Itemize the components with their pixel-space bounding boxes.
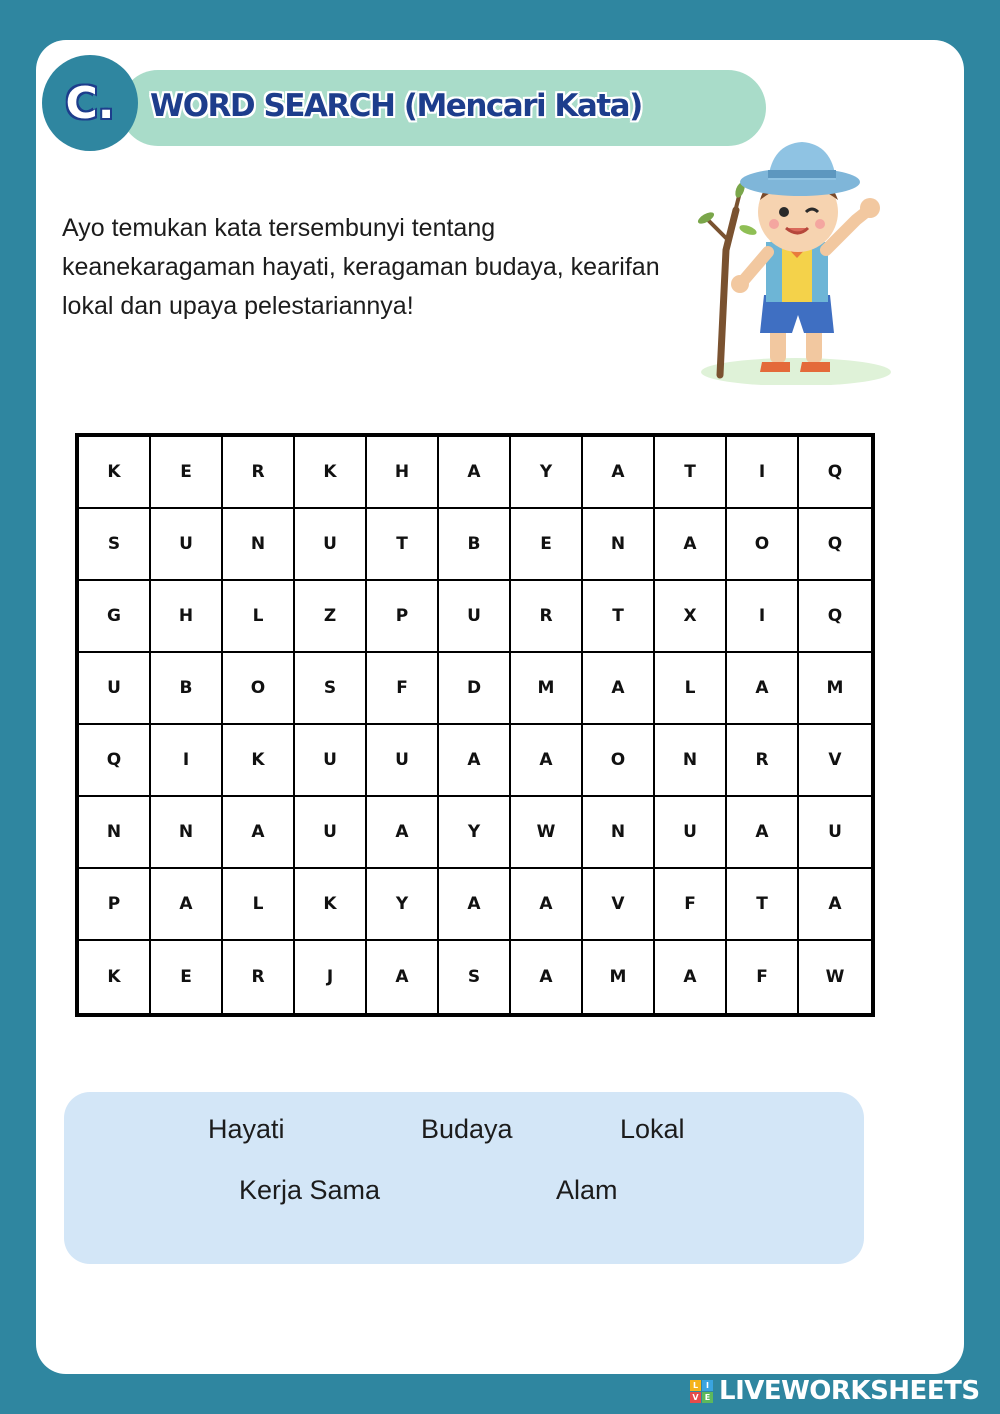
section-badge bbox=[42, 55, 138, 151]
grid-cell[interactable]: R bbox=[727, 725, 799, 797]
grid-cell[interactable]: B bbox=[439, 509, 511, 581]
logo-letter: E bbox=[702, 1392, 713, 1403]
grid-cell[interactable]: N bbox=[583, 509, 655, 581]
grid-cell[interactable]: R bbox=[223, 437, 295, 509]
grid-cell[interactable]: N bbox=[151, 797, 223, 869]
grid-cell[interactable]: K bbox=[295, 869, 367, 941]
word-search-grid bbox=[75, 433, 875, 1017]
grid-cell[interactable]: K bbox=[79, 941, 151, 1013]
grid-cell[interactable]: F bbox=[367, 653, 439, 725]
grid-cell[interactable]: Y bbox=[511, 437, 583, 509]
grid-cell[interactable]: Z bbox=[295, 581, 367, 653]
grid-cell[interactable]: M bbox=[511, 653, 583, 725]
grid-cell[interactable]: A bbox=[583, 653, 655, 725]
grid-cell[interactable]: W bbox=[825, 967, 845, 987]
logo-letter: L bbox=[690, 1380, 701, 1391]
grid-cell[interactable]: H bbox=[367, 437, 439, 509]
grid-cell[interactable]: K bbox=[295, 437, 367, 509]
grid-cell[interactable]: W bbox=[511, 797, 583, 869]
grid-cell[interactable]: Q bbox=[79, 725, 151, 797]
grid-cell[interactable]: X bbox=[655, 581, 727, 653]
grid-cell[interactable]: R bbox=[511, 581, 583, 653]
word-bank-item: Lokal bbox=[620, 1114, 685, 1144]
grid-cell[interactable]: T bbox=[727, 869, 799, 941]
word-bank-item: Hayati bbox=[208, 1114, 285, 1144]
liveworksheets-brand: LIVEWORKSHEETS bbox=[719, 1376, 980, 1406]
grid-cell[interactable]: E bbox=[151, 941, 223, 1013]
grid-cell[interactable]: U bbox=[367, 725, 439, 797]
grid-cell[interactable]: A bbox=[727, 653, 799, 725]
word-bank bbox=[64, 1092, 864, 1264]
grid-cell[interactable]: A bbox=[655, 509, 727, 581]
grid-cell[interactable]: U bbox=[295, 725, 367, 797]
grid-cell[interactable]: S bbox=[295, 653, 367, 725]
logo-letter: I bbox=[702, 1380, 713, 1391]
explorer-boy-illustration bbox=[678, 100, 908, 385]
grid-cell[interactable]: F bbox=[727, 941, 799, 1013]
grid-cell[interactable]: A bbox=[439, 869, 511, 941]
grid-cell[interactable]: U bbox=[655, 797, 727, 869]
grid-cell[interactable]: F bbox=[655, 869, 727, 941]
grid-cell[interactable]: A bbox=[367, 941, 439, 1013]
grid-cell[interactable]: P bbox=[367, 581, 439, 653]
grid-cell[interactable]: U bbox=[439, 581, 511, 653]
grid-cell[interactable]: Q bbox=[799, 437, 871, 509]
grid-cell[interactable]: S bbox=[79, 509, 151, 581]
grid-cell[interactable]: U bbox=[295, 509, 367, 581]
grid-cell[interactable]: T bbox=[367, 509, 439, 581]
grid-cell[interactable]: Q bbox=[799, 581, 871, 653]
grid-cell[interactable]: K bbox=[223, 725, 295, 797]
liveworksheets-logo-icon bbox=[690, 1380, 713, 1403]
grid-cell[interactable]: T bbox=[583, 581, 655, 653]
grid-cell[interactable]: E bbox=[511, 509, 583, 581]
grid-cell[interactable]: N bbox=[583, 797, 655, 869]
grid-cell[interactable]: A bbox=[727, 797, 799, 869]
grid-cell[interactable]: I bbox=[727, 437, 799, 509]
grid-cell[interactable]: L bbox=[655, 653, 727, 725]
grid-cell[interactable]: A bbox=[367, 797, 439, 869]
grid-cell[interactable]: A bbox=[151, 869, 223, 941]
grid-cell[interactable]: U bbox=[295, 797, 367, 869]
grid-cell[interactable]: Y bbox=[367, 869, 439, 941]
grid-cell[interactable]: A bbox=[511, 725, 583, 797]
grid-cell[interactable]: H bbox=[151, 581, 223, 653]
grid-cell[interactable]: B bbox=[151, 653, 223, 725]
grid-cell[interactable]: L bbox=[223, 869, 295, 941]
grid-cell[interactable]: A bbox=[439, 437, 511, 509]
grid-cell[interactable]: A bbox=[583, 437, 655, 509]
instructions-text: Ayo temukan kata tersembunyi tentang keanekaragaman hayati, keragaman budaya, kearifan lokal dan upaya pelestariannya! bbox=[62, 214, 660, 320]
grid-cell[interactable]: A bbox=[223, 797, 295, 869]
grid-cell[interactable]: A bbox=[799, 869, 871, 941]
grid-cell[interactable]: O bbox=[727, 509, 799, 581]
grid-cell[interactable]: J bbox=[295, 941, 367, 1013]
liveworksheets-logo bbox=[690, 1376, 980, 1406]
grid-cell[interactable]: O bbox=[583, 725, 655, 797]
grid-cell[interactable]: S bbox=[439, 941, 511, 1013]
section-badge-label: C. bbox=[65, 77, 115, 129]
grid-cell[interactable]: N bbox=[655, 725, 727, 797]
grid-cell[interactable]: V bbox=[799, 725, 871, 797]
grid-cell[interactable]: U bbox=[151, 509, 223, 581]
grid-cell[interactable]: I bbox=[727, 581, 799, 653]
word-bank-item: Alam bbox=[556, 1175, 618, 1205]
grid-cell[interactable]: N bbox=[79, 797, 151, 869]
grid-cell[interactable]: P bbox=[79, 869, 151, 941]
grid-cell[interactable]: A bbox=[511, 941, 583, 1013]
grid-cell[interactable]: V bbox=[583, 869, 655, 941]
grid-cell[interactable]: N bbox=[223, 509, 295, 581]
grid-cell[interactable]: U bbox=[799, 797, 871, 869]
grid-cell[interactable]: T bbox=[655, 437, 727, 509]
grid-cell[interactable]: G bbox=[79, 581, 151, 653]
grid-cell[interactable]: O bbox=[223, 653, 295, 725]
grid-cell[interactable]: R bbox=[223, 941, 295, 1013]
grid-cell[interactable]: K bbox=[79, 437, 151, 509]
grid-cell[interactable]: M bbox=[583, 941, 655, 1013]
grid-cell[interactable]: L bbox=[223, 581, 295, 653]
grid-cell[interactable]: A bbox=[511, 869, 583, 941]
grid-cell[interactable]: I bbox=[151, 725, 223, 797]
grid-cell[interactable]: A bbox=[655, 941, 727, 1013]
grid-cell[interactable]: D bbox=[439, 653, 511, 725]
word-bank-item: Kerja Sama bbox=[239, 1175, 381, 1205]
section-title: WORD SEARCH (Mencari Kata) bbox=[150, 88, 642, 124]
grid-cell[interactable]: E bbox=[151, 437, 223, 509]
grid-cell[interactable]: Y bbox=[439, 797, 511, 869]
word-bank-item: Budaya bbox=[421, 1114, 513, 1144]
logo-letter: V bbox=[690, 1392, 701, 1403]
grid-cell[interactable]: U bbox=[79, 653, 151, 725]
grid-cell[interactable]: Q bbox=[799, 509, 871, 581]
grid-cell[interactable]: A bbox=[439, 725, 511, 797]
grid-cell[interactable]: M bbox=[799, 653, 871, 725]
